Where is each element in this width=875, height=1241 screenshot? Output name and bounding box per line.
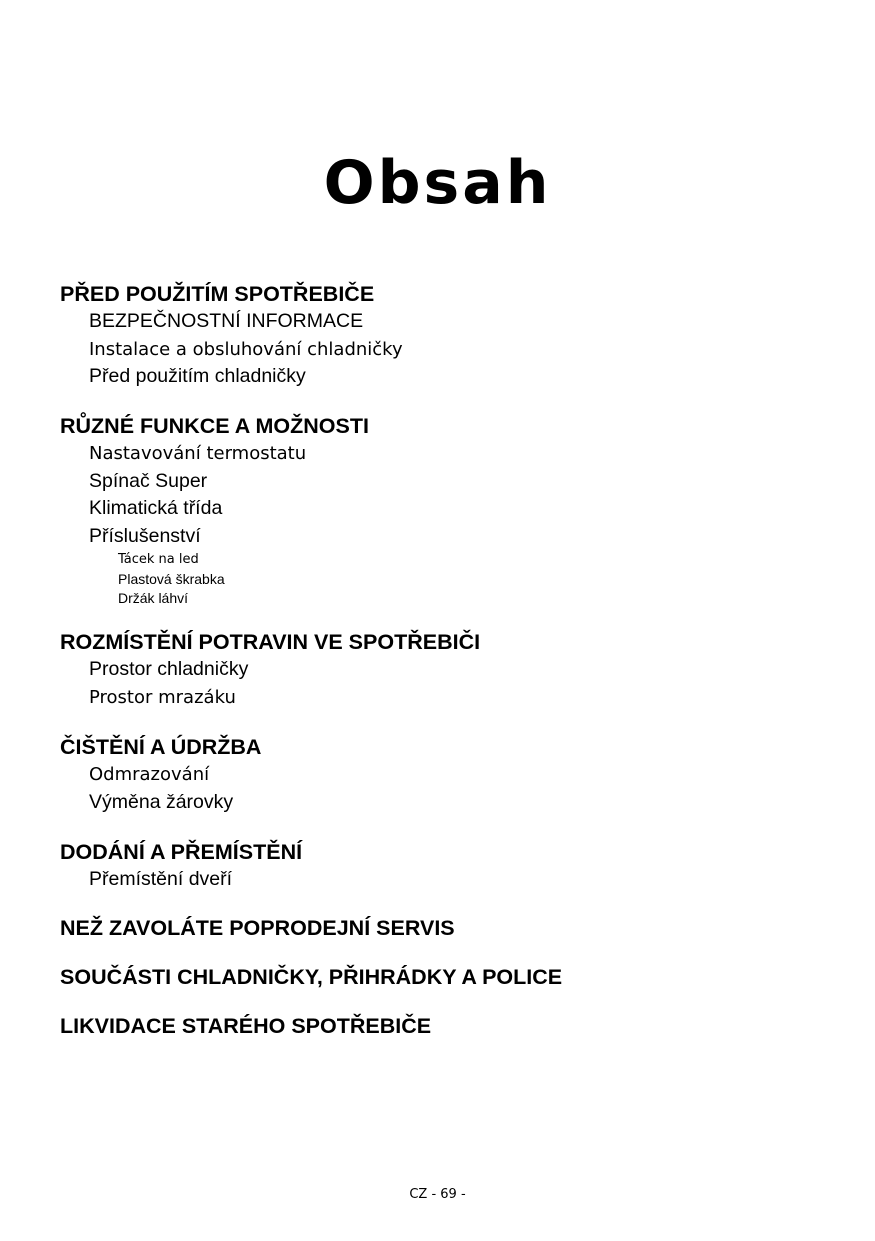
toc-heading: NEŽ ZAVOLÁTE POPRODEJNÍ SERVIS bbox=[60, 916, 455, 940]
toc-item: Odmrazování bbox=[89, 764, 210, 785]
toc-heading: LIKVIDACE STARÉHO SPOTŘEBIČE bbox=[60, 1014, 432, 1038]
toc-item: Prostor chladničky bbox=[89, 658, 249, 680]
toc-section-cleaning bbox=[60, 733, 261, 816]
toc-heading: ROZMÍSTĚNÍ POTRAVIN VE SPOTŘEBIČI bbox=[60, 630, 481, 654]
toc-section-parts bbox=[60, 963, 562, 991]
page-number: CZ - 69 - bbox=[409, 1187, 466, 1202]
toc-section-before-use bbox=[60, 280, 403, 391]
toc-item: Výměna žárovky bbox=[89, 790, 234, 813]
toc-item: BEZPEČNOSTNÍ INFORMACE bbox=[89, 310, 364, 332]
toc-heading: PŘED POUŽITÍM SPOTŘEBIČE bbox=[60, 282, 375, 306]
toc-section-disposal bbox=[60, 1012, 431, 1040]
toc-item: Instalace a obsluhování chladničky bbox=[89, 338, 403, 360]
toc-subitem: Držák láhví bbox=[118, 590, 189, 606]
toc-section-delivery bbox=[60, 838, 302, 894]
toc-item: Přemístění dveří bbox=[89, 868, 233, 890]
toc-item: Klimatická třída bbox=[89, 497, 223, 519]
toc-item: Prostor mrazáku bbox=[89, 686, 236, 708]
toc-item: Před použitím chladničky bbox=[89, 365, 306, 387]
toc-heading: RŮZNÉ FUNKCE A MOŽNOSTI bbox=[60, 414, 369, 438]
toc-section-service bbox=[60, 914, 455, 942]
toc-item: Nastavování termostatu bbox=[89, 443, 307, 464]
toc-item: Spínač Super bbox=[89, 469, 208, 492]
toc-item: Příslušenství bbox=[89, 524, 201, 547]
toc-heading: DODÁNÍ A PŘEMÍSTĚNÍ bbox=[60, 840, 303, 864]
toc-subitem: Plastová škrabka bbox=[118, 570, 225, 587]
toc-section-food-placement bbox=[60, 628, 480, 711]
toc-heading: SOUČÁSTI CHLADNIČKY, PŘIHRÁDKY A POLICE bbox=[60, 965, 563, 989]
toc-heading: ČIŠTĚNÍ A ÚDRŽBA bbox=[60, 735, 262, 759]
toc-section-functions bbox=[60, 412, 369, 609]
page-title: Obsah bbox=[323, 148, 552, 218]
toc-subitem: Tácek na led bbox=[118, 552, 199, 567]
